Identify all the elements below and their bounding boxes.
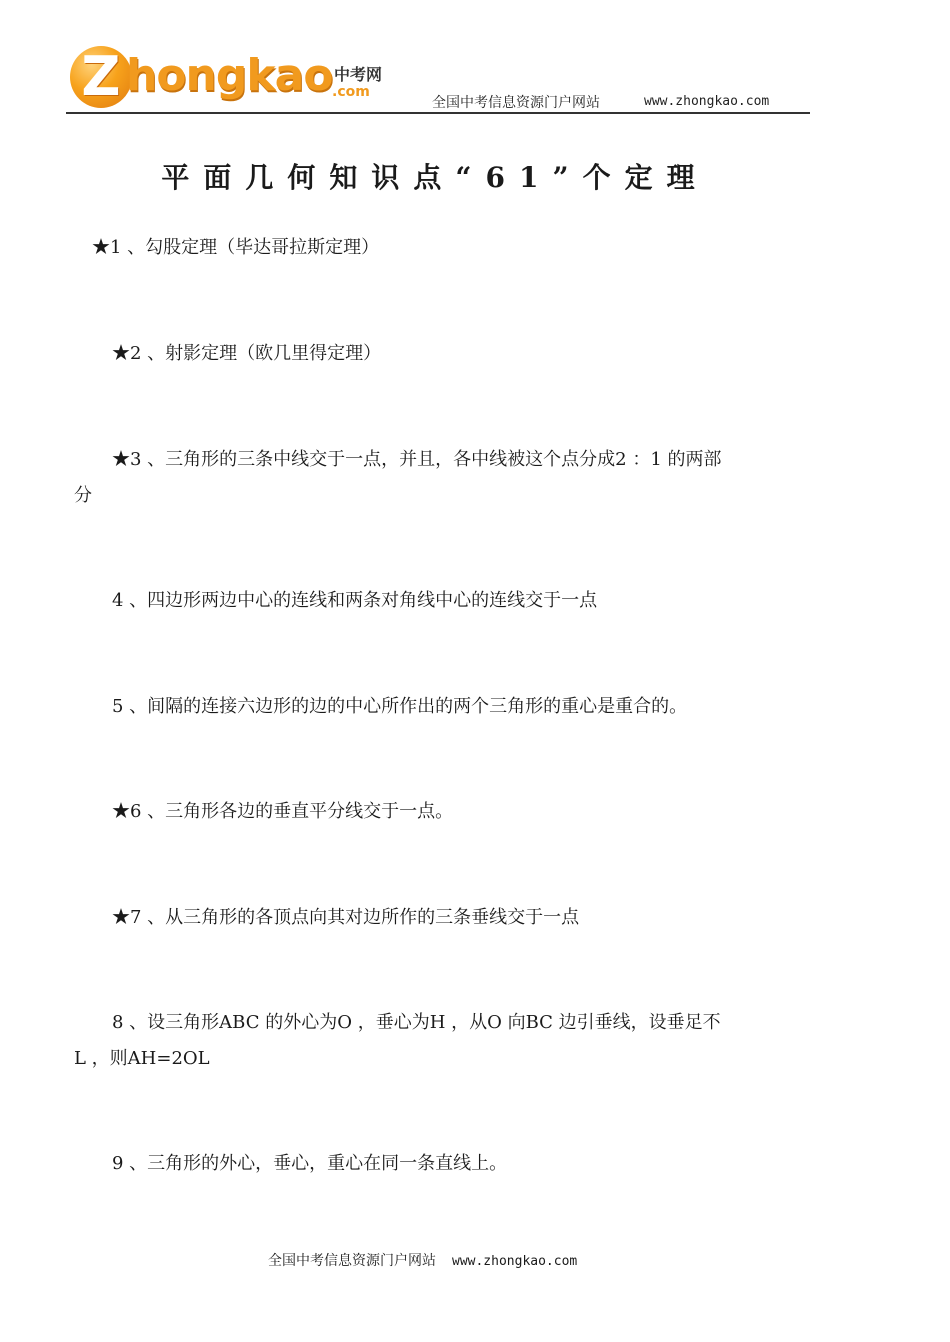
zhongkao-logo[interactable] <box>70 42 400 108</box>
theorem-item-5: 5 、间隔的连接六边形的边的中心所作出的两个三角形的重心是重合的。 <box>112 696 688 717</box>
footer-slogan: 全国中考信息资源门户网站 <box>268 1253 436 1269</box>
logo-chinese-name: 中考网 <box>334 65 383 84</box>
header-url[interactable]: www.zhongkao.com <box>644 94 770 109</box>
theorem-item-2: ★2 、射影定理（欧几里得定理） <box>112 343 382 364</box>
header-slogan: 全国中考信息资源门户网站 <box>432 95 600 111</box>
theorem-item-9: 9 、三角形的外心，垂心，重心在同一条直线上。 <box>112 1153 508 1174</box>
theorem-item-6: ★6 、三角形各边的垂直平分线交于一点。 <box>112 801 454 822</box>
page-footer <box>268 1250 577 1270</box>
theorem-item-7: ★7 、从三角形的各顶点向其对边所作的三条垂线交于一点 <box>112 907 580 928</box>
logo-com: .com <box>332 84 370 100</box>
theorem-item-8: 8 、设三角形ABC 的外心为O ，垂心为H ，从O 向BC 边引垂线，设垂足不 <box>112 1012 721 1033</box>
theorem-item-3: ★3 、三角形的三条中线交于一点，并且，各中线被这个点分成2 ：1 的两部 <box>112 449 722 470</box>
logo-z-badge: Z <box>70 46 132 108</box>
logo-wordmark: hongkao <box>126 50 333 101</box>
theorem-item-8-continuation: L ，则AH=2OL <box>74 1048 210 1069</box>
theorem-item-3-continuation: 分 <box>74 485 92 506</box>
theorem-item-1: ★1 、勾股定理（毕达哥拉斯定理） <box>92 237 380 258</box>
page-header <box>0 0 950 120</box>
page-title: 平面几何知识点“61”个定理 <box>161 161 709 194</box>
theorem-item-4: 4 、四边形两边中心的连线和两条对角线中心的连线交于一点 <box>112 590 598 611</box>
footer-url[interactable]: www.zhongkao.com <box>452 1254 578 1269</box>
header-divider <box>66 112 810 114</box>
